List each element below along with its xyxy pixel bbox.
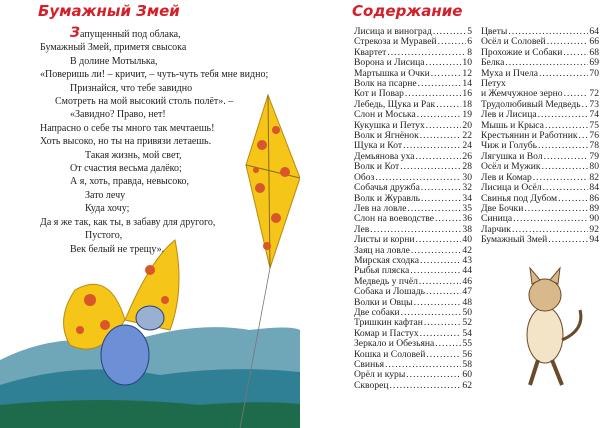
toc-entry-title: Волк и Кот (354, 161, 400, 173)
poem-line-text: Век белый не трещу». (70, 243, 165, 255)
poem-line (0, 41, 300, 54)
toc-entry-title: Цветы (481, 26, 508, 37)
poem-line (0, 175, 300, 188)
poem-line (0, 216, 300, 229)
poem-line-text: Хоть высоко, но ты на привязи летаешь. (40, 136, 212, 148)
poem-line (0, 108, 300, 121)
toc-entry-title: Мышь и Крыса (481, 119, 544, 131)
toc-page-number: 32 (462, 182, 472, 194)
toc-page-number: 16 (462, 88, 472, 100)
poem-line (0, 135, 300, 148)
right-page (300, 0, 600, 428)
toc-leader-dots (563, 48, 588, 58)
poem-line-text: Зато лечу (85, 189, 126, 201)
toc-page-number: 44 (462, 265, 472, 277)
poem-line-text: Смотреть на мой высокий столь полёт». – (55, 96, 234, 108)
toc-page-number: 72 (589, 88, 599, 100)
toc-leader-dots (435, 214, 461, 224)
poem-line-text: Такая жизнь, мой свет, (85, 149, 182, 161)
toc-page-number: 89 (589, 202, 599, 214)
toc-entry-title: Белка (481, 57, 505, 69)
toc-page-number: 56 (462, 348, 472, 360)
toc-entry-title: Ворона и Лисица (354, 57, 425, 69)
toc-entry-title: Орёл и куры (354, 369, 406, 381)
toc-leader-dots (426, 121, 462, 131)
toc-page-number: 26 (462, 150, 472, 162)
poem-line-text: Признайся, что тебе завидно (70, 82, 193, 94)
poem-line-text: А я, хоть, правда, невысоко, (70, 176, 190, 188)
toc-entry-title: Рыбья пляска (354, 265, 410, 277)
toc-entry-title: Кот и Повар (354, 88, 404, 100)
toc-entry-title: Собака и Лошадь (354, 286, 426, 298)
toc-leader-dots (420, 256, 461, 266)
toc-page-number: 12 (462, 67, 472, 79)
toc-entry[interactable] (354, 235, 472, 245)
poem-line (0, 202, 300, 215)
toc-leader-dots (582, 100, 589, 110)
toc-column-left (354, 27, 472, 391)
toc-leader-dots (390, 381, 462, 391)
toc-page-number: 19 (462, 109, 472, 121)
toc-leader-dots (431, 69, 462, 79)
toc-leader-dots (426, 350, 461, 360)
toc-page-number: 92 (589, 223, 599, 235)
toc-entry-title: Кошка и Соловей (354, 348, 426, 360)
toc-entry-title: Мартышка и Очки (354, 67, 430, 79)
toc-page-number: 47 (462, 286, 472, 298)
toc-leader-dots (548, 235, 588, 245)
poem-title: Бумажный Змей (38, 2, 180, 20)
drop-cap: З (70, 25, 80, 41)
toc-leader-dots (406, 370, 461, 380)
toc-page-number: 8 (467, 46, 472, 58)
toc-page-number: 62 (462, 379, 472, 391)
toc-page-number: 90 (589, 213, 599, 225)
toc-leader-dots (539, 69, 588, 79)
toc-leader-dots (558, 194, 588, 204)
poem-line (0, 95, 300, 108)
toc-page-number: 60 (462, 369, 472, 381)
poem-line (0, 189, 300, 202)
poem-line (0, 243, 300, 256)
toc-page-number: 48 (462, 296, 472, 308)
toc-leader-dots (424, 318, 462, 328)
poem-line-text: Напрасно о себе ты много так мечтаешь! (40, 122, 215, 134)
toc-page-number: 10 (462, 57, 472, 69)
contents-title: Содержание (352, 2, 463, 20)
poem-line-text: Пустого, (85, 230, 123, 242)
toc-entry-title: Волк и Ягнёнок (354, 130, 419, 142)
toc-entry-title: Кукушка и Петух (354, 119, 425, 131)
toc-page-number: 58 (462, 359, 472, 370)
toc-entry-title: Слон на воеводстве (354, 213, 434, 225)
poem-line-text: апущенный под облака, (79, 29, 181, 40)
poem-line (0, 55, 300, 68)
toc-column-right (481, 27, 599, 246)
toc-leader-dots (420, 131, 462, 141)
poem-line-text: «Завидно? Право, нет! (70, 109, 166, 121)
toc-entry-title: Трудолюбивый Медведь (481, 98, 581, 110)
poem-line (0, 122, 300, 135)
toc-page-number: 54 (462, 327, 472, 339)
toc-leader-dots (416, 152, 462, 162)
toc-page-number: 34 (462, 192, 472, 204)
toc-entry-title: Слон и Моська (354, 109, 416, 121)
toc-leader-dots (542, 162, 589, 172)
cat-illustration (500, 260, 590, 390)
toc-page-number: 20 (462, 119, 472, 131)
poem-line-text: Да я же так, как ты, в забаву для другого, (40, 216, 216, 228)
toc-leader-dots (418, 79, 462, 89)
toc-entry-title: Зеркало и Обезьяна (354, 338, 435, 350)
toc-entry-title: Тришкин кафтан (354, 317, 423, 329)
toc-entry-title: Волк на псарне (354, 78, 417, 90)
toc-entry[interactable] (354, 183, 472, 193)
toc-entry-title: Стрекоза и Муравей (354, 36, 437, 48)
poem-line-text: Бумажный Змей, приметя свысока (40, 42, 187, 54)
toc-entry-title: Демьянова уха (354, 150, 415, 162)
toc-page-number: 50 (462, 306, 472, 318)
toc-page-number: 42 (462, 244, 472, 256)
toc-page-number: 5 (467, 26, 472, 37)
toc-page-number: 84 (589, 182, 599, 194)
toc-entry-title: Комар и Пастух (354, 327, 419, 339)
toc-entry-title: Обоз (354, 171, 375, 183)
toc-page-number: 73 (589, 98, 599, 110)
toc-leader-dots (524, 204, 588, 214)
toc-leader-dots (538, 141, 588, 151)
toc-entry-title: Лев (354, 223, 370, 235)
poem-line-text: В долине Мотылька, (70, 55, 158, 67)
toc-page-number: 28 (462, 161, 472, 173)
toc-entry-title: Волк и Журавль (354, 192, 420, 204)
toc-entry-title: Квартет (354, 46, 387, 58)
poem-line (0, 27, 300, 41)
toc-entry[interactable] (481, 183, 599, 193)
poem-line (0, 68, 300, 81)
toc-page-number: 64 (589, 26, 599, 37)
toc-page-number: 46 (462, 275, 472, 287)
toc-leader-dots (419, 277, 462, 287)
toc-leader-dots (414, 298, 462, 308)
toc-leader-dots (538, 110, 589, 120)
toc-entry-title: Щука и Кот (354, 140, 403, 152)
toc-page-number: 76 (589, 130, 599, 142)
toc-entry-title: Заяц на ловле (354, 244, 410, 256)
toc-page-number: 24 (462, 140, 472, 152)
toc-leader-dots (438, 37, 467, 47)
toc-page-number: 40 (462, 234, 472, 246)
toc-entry-title: Лисица и виноград (354, 26, 432, 37)
toc-entry-title: Синица (481, 213, 513, 225)
toc-entry-title: Лев на ловле (354, 202, 407, 214)
toc-entry-title: Бумажный Змей (481, 234, 548, 246)
toc-leader-dots (416, 235, 462, 245)
toc-page-number: 18 (462, 98, 472, 110)
toc-entry-title: Лягушка и Вол (481, 150, 543, 162)
toc-entry-title: Листы и корни (354, 234, 415, 246)
trees (0, 400, 300, 428)
toc-page-number: 69 (589, 57, 599, 69)
toc-leader-dots (543, 183, 589, 193)
poem-line (0, 82, 300, 95)
toc-entry-title: Медведь у пчёл (354, 275, 418, 287)
poem-line (0, 149, 300, 162)
toc-entry-title: Чиж и Голубь (481, 140, 538, 152)
poem-line-text: От счастия весьма далёко; (70, 163, 182, 175)
toc-entry-title: Две собаки (354, 306, 400, 318)
toc-entry-title: Лев и Лисица (481, 109, 537, 121)
toc-page-number: 86 (589, 192, 599, 204)
toc-leader-dots (421, 183, 462, 193)
toc-leader-dots (400, 162, 461, 172)
toc-entry-title: Ларчик (481, 223, 511, 235)
toc-page-number: 78 (589, 140, 599, 152)
toc-entry[interactable] (481, 235, 599, 245)
toc-leader-dots (426, 58, 462, 68)
toc-entry-title: Осёл и Соловей (481, 36, 546, 48)
toc-leader-dots (421, 194, 461, 204)
toc-page-number: 66 (589, 36, 599, 48)
toc-page-number: 6 (467, 36, 472, 48)
toc-page-number: 30 (462, 171, 472, 183)
toc-entry-title: Свинья (354, 359, 384, 370)
toc-entry-title: Лев и Комар (481, 171, 532, 183)
toc-page-number: 70 (589, 67, 599, 79)
toc-entry-title: Мирская сходка (354, 254, 420, 266)
toc-page-number: 82 (589, 171, 599, 183)
toc-page-number: 79 (589, 150, 599, 162)
toc-page-number: 43 (462, 254, 472, 266)
toc-entry[interactable] (354, 214, 472, 224)
poem-line (0, 162, 300, 175)
toc-entry-title: Муха и Пчела (481, 67, 539, 79)
toc-entry-title: Осёл и Мужик (481, 161, 541, 173)
poem-text (0, 27, 300, 256)
poem-line-text: Куда хочу; (85, 203, 130, 215)
toc-page-number: 35 (462, 202, 472, 214)
toc-entry-title: Две Бочки (481, 202, 524, 214)
toc-page-number: 14 (462, 78, 472, 90)
toc-entry[interactable] (354, 381, 472, 391)
toc-page-number: 94 (589, 234, 599, 246)
toc-leader-dots (436, 100, 461, 110)
toc-entry-title: и Жемчужное зерно (481, 88, 563, 100)
toc-entry-title: Крестьянин и Работник (481, 130, 578, 142)
toc-page-number: 22 (462, 130, 472, 142)
toc-entry-title: Свинья под Дубом (481, 192, 558, 204)
toc-page-number: 36 (462, 213, 472, 225)
poem-line-text: «Поверишь ли! – кричит, – чуть-чуть тебя мне видно; (40, 69, 269, 81)
toc-leader-dots (435, 339, 461, 349)
poem-line (0, 229, 300, 242)
toc-page-number: 80 (589, 161, 599, 173)
toc-leader-dots (579, 131, 589, 141)
toc-entry-title: Собачья дружба (354, 182, 420, 194)
toc-leader-dots (433, 27, 466, 37)
toc-page-number: 38 (462, 223, 472, 235)
toc-entry-title: Петух (481, 78, 506, 90)
toc-entry[interactable] (354, 287, 472, 297)
toc-entry-title: Лебедь, Щука и Рак (354, 98, 436, 110)
toc-entry-title: Прохожие и Собаки (481, 46, 563, 58)
toc-leader-dots (544, 152, 589, 162)
toc-page-number: 74 (589, 109, 599, 121)
toc-entry-title: Лисица и Осёл (481, 182, 542, 194)
toc-page-number: 52 (462, 317, 472, 329)
toc-leader-dots (513, 214, 588, 224)
toc-page-number: 75 (589, 119, 599, 131)
toc-leader-dots (426, 287, 461, 297)
toc-page-number: 68 (589, 46, 599, 58)
toc-entry-title: Скворец (354, 379, 389, 391)
toc-page-number: 55 (462, 338, 472, 350)
toc-entry-title: Волки и Овцы (354, 296, 413, 308)
